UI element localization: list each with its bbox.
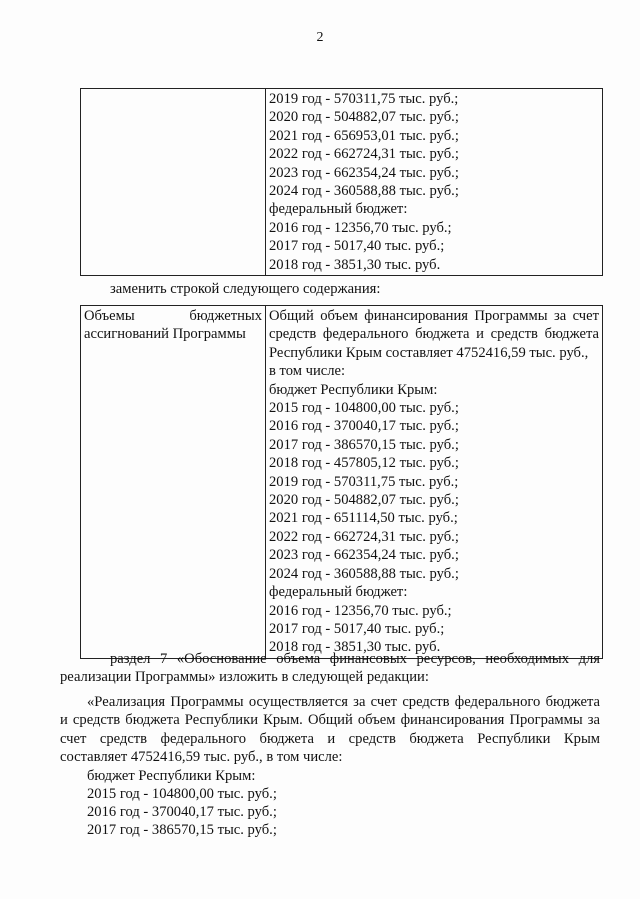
page-number: 2	[316, 30, 324, 45]
quoted-paragraph	[60, 693, 600, 767]
table-line: 2022 год - 662724,31 тыс. руб.;	[269, 146, 459, 163]
list-item: 2017 год - 386570,15 тыс. руб.;	[87, 822, 277, 838]
table-cell-label	[81, 306, 266, 659]
table-line: федеральный бюджет:	[269, 584, 408, 601]
table-line: 2017 год - 386570,15 тыс. руб.;	[269, 436, 459, 453]
table-line: 2018 год - 457805,12 тыс. руб.;	[269, 455, 459, 472]
table-line: 2015 год - 104800,00 тыс. руб.;	[269, 400, 459, 417]
table-line: в том числе:	[269, 363, 346, 380]
table-line: 2018 год - 3851,30 тыс. руб.	[269, 256, 441, 273]
budget-table-old-row	[80, 88, 603, 276]
table-line: 2019 год - 570311,75 тыс. руб.;	[269, 91, 459, 107]
paragraph-line: и средств бюджета Республики Крым. Общий объем финансирования Программы за	[60, 712, 600, 729]
paragraph-line: счет средств федерального бюджета и средств бюджета Республики Крым	[60, 730, 600, 747]
table-line: 2017 год - 5017,40 тыс. руб.;	[269, 620, 445, 637]
row-label-line: ассигнований Программы	[84, 326, 246, 343]
table-line: 2018 год - 3851,30 тыс. руб.	[269, 639, 441, 656]
table-line: 2024 год - 360588,88 тыс. руб.;	[269, 565, 459, 582]
table-line: средств федерального бюджета и средств бюджета	[269, 326, 599, 343]
table-line: 2022 год - 662724,31 тыс. руб.;	[269, 528, 459, 545]
table-line: 2023 год - 662354,24 тыс. руб.;	[269, 164, 459, 181]
table-line: 2020 год - 504882,07 тыс. руб.;	[269, 492, 459, 509]
table-line: 2023 год - 662354,24 тыс. руб.;	[269, 547, 459, 564]
paragraph-line: составляет 4752416,59 тыс. руб., в том числе:	[60, 749, 343, 766]
table-line: 2016 год - 12356,70 тыс. руб.;	[269, 219, 452, 236]
table-line: 2024 год - 360588,88 тыс. руб.;	[269, 183, 459, 200]
section-7-paragraph	[60, 650, 600, 687]
list-item: 2015 год - 104800,00 тыс. руб.;	[87, 786, 277, 802]
table-line: 2017 год - 5017,40 тыс. руб.;	[269, 238, 445, 255]
paragraph-line: раздел 7 «Обоснование объема финансовых ресурсов, необходимых для	[110, 651, 600, 667]
table-cell-values	[266, 306, 603, 659]
table-cell-values	[266, 89, 603, 276]
table-line: федеральный бюджет:	[269, 201, 408, 218]
paragraph-line: реализации Программы» изложить в следующей редакции:	[60, 669, 429, 686]
table-line: бюджет Республики Крым:	[269, 381, 438, 398]
table-line: Общий объем финансирования Программы за счет	[269, 308, 599, 324]
table-line: 2016 год - 370040,17 тыс. руб.;	[269, 418, 459, 435]
table-line: 2020 год - 504882,07 тыс. руб.;	[269, 109, 459, 126]
table-line: 2021 год - 651114,50 тыс. руб.;	[269, 510, 458, 527]
row-label-line: Объемы бюджетных	[84, 308, 262, 324]
table-cell-empty	[81, 89, 266, 276]
replace-instruction: заменить строкой следующего содержания:	[110, 281, 381, 297]
budget-table-new-row	[80, 305, 603, 659]
table-line: 2016 год - 12356,70 тыс. руб.;	[269, 602, 452, 619]
list-item: 2016 год - 370040,17 тыс. руб.;	[87, 804, 277, 820]
list-item: бюджет Республики Крым:	[87, 768, 256, 784]
table-line: 2019 год - 570311,75 тыс. руб.;	[269, 473, 459, 490]
paragraph-line: «Реализация Программы осуществляется за счет средств федерального бюджета	[87, 694, 600, 710]
table-line: Республики Крым составляет 4752416,59 тыс. руб.,	[269, 344, 589, 361]
table-line: 2021 год - 656953,01 тыс. руб.;	[269, 127, 459, 144]
